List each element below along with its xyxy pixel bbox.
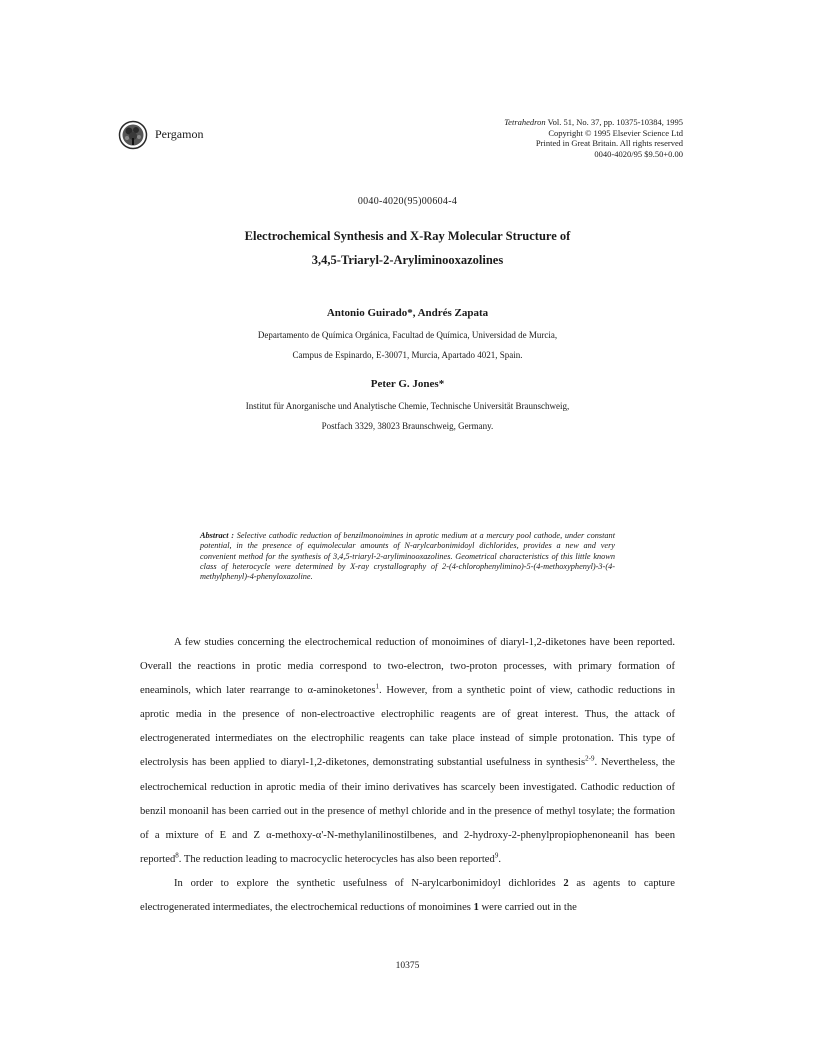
citation-ref: 8 [175, 851, 179, 860]
citation-ref: 2-9 [585, 754, 595, 763]
elsevier-tree-logo [118, 120, 148, 150]
paragraph-1-text: . [498, 853, 501, 865]
abstract-text: Selective cathodic reduction of benzilmonoimines in aprotic medium at a mercury pool cathode, under constant potential, in the presence of equimolecular amounts of N-arylcarbonimidoyl dichlorides, provides a new and very convenient method for the synthesis of 3,4,5-triaryl-2-aryliminooxazolines. Geometrical characteristics of this little known class of heterocycle were determined by X-ray crystallography of 2-(4-chlorophenylimino)-5-(4-methoxyphenyl)-3-(4-methylphenyl)-4-phenyloxazoline. [200, 531, 615, 582]
journal-reference [504, 117, 683, 128]
body-text [140, 631, 675, 920]
citation-ref: 9 [494, 851, 499, 860]
journal-volume: Vol. 51, No. 37, pp. 10375-10384, 1995 [545, 117, 683, 127]
compound-number: 1 [473, 902, 479, 914]
abstract [200, 531, 615, 582]
publisher-name: Pergamon [155, 127, 204, 141]
authors-group-1: Antonio Guirado*, Andrés Zapata [326, 307, 489, 319]
abstract-label: Abstract : [200, 531, 235, 540]
affiliation-1-line-2: Campus de Espinardo, E-30071, Murcia, Apartado 4021, Spain. [292, 350, 523, 360]
citation-ref: 1 [375, 682, 379, 691]
paragraph-2-text: as agents to capture electrogenerated intermediates, the electrochemical reductions of monoimines [140, 877, 675, 914]
paragraph-2 [140, 872, 675, 920]
price-code: 0040-4020/95 $9.50+0.00 [594, 148, 683, 159]
page-number: 10375 [395, 961, 420, 971]
article-title [0, 224, 815, 272]
journal-name: Tetrahedron [504, 117, 546, 127]
paragraph-1-text: . Nevertheless, the electrochemical reduction in aprotic media of their imino derivatives has scarcely been investigated. Cathodic reduction of benzil monoanil has been carried out in the presence of methyl chloride and in the presence of methyl tosylate; the formation of a mixture of E and Z α-methoxy-α'-N-methylanilinostilbenes, and 2-hydroxy-2-phenylpropiophenoneanil has been reported [140, 757, 676, 865]
title-line-2: 3,4,5-Triaryl-2-Aryliminooxazolines [311, 253, 504, 267]
affiliation-1 [0, 325, 815, 365]
affiliation-2 [0, 396, 815, 436]
paragraph-1-text: . However, from a synthetic point of view, cathodic reductions in aprotic media in the presence of non-electroactive electrophilic reagents are of great interest. Thus, the attack of electrogenerated intermediates on the electrophilic reagents can take place instead of simple protonation. This type of electrolysis has been applied to diaryl-1,2-diketones, demonstrating substantial usefulness in synthesis [140, 685, 675, 769]
affiliation-1-line-1: Departamento de Química Orgánica, Facultad de Química, Universidad de Murcia, [257, 330, 558, 340]
paragraph-2-text: In order to explore the synthetic usefulness of N-arylcarbonimidoyl dichlorides [174, 877, 564, 889]
copyright-line: Copyright © 1995 Elsevier Science Ltd [548, 127, 683, 138]
paragraph-1-text: A few studies concerning the electrochemical reduction of monoimines of diaryl-1,2-diketones have been reported. Overall the reactions in protic media correspond to two-electron, two-proton processes, with primary formation of eneaminols, which later rearrange to α-aminoketones [140, 637, 675, 697]
article-code: 0040-4020(95)00604-4 [357, 196, 458, 207]
paragraph-2-text: were carried out in the [478, 902, 577, 914]
journal-info [504, 117, 683, 159]
printed-line: Printed in Great Britain. All rights reserved [535, 138, 683, 148]
title-line-1: Electrochemical Synthesis and X-Ray Molecular Structure of [244, 229, 571, 243]
compound-number: 2 [563, 877, 569, 889]
paragraph-1-text: . The reduction leading to macrocyclic heterocycles has also been reported [178, 853, 495, 865]
affiliation-2-line-1: Institut für Anorganische und Analytische Chemie, Technische Universität Braunschweig, [245, 401, 570, 411]
authors-group-2: Peter G. Jones* [370, 378, 445, 390]
paragraph-1 [140, 631, 675, 872]
affiliation-2-line-2: Postfach 3329, 38023 Braunschweig, Germany. [321, 421, 494, 431]
